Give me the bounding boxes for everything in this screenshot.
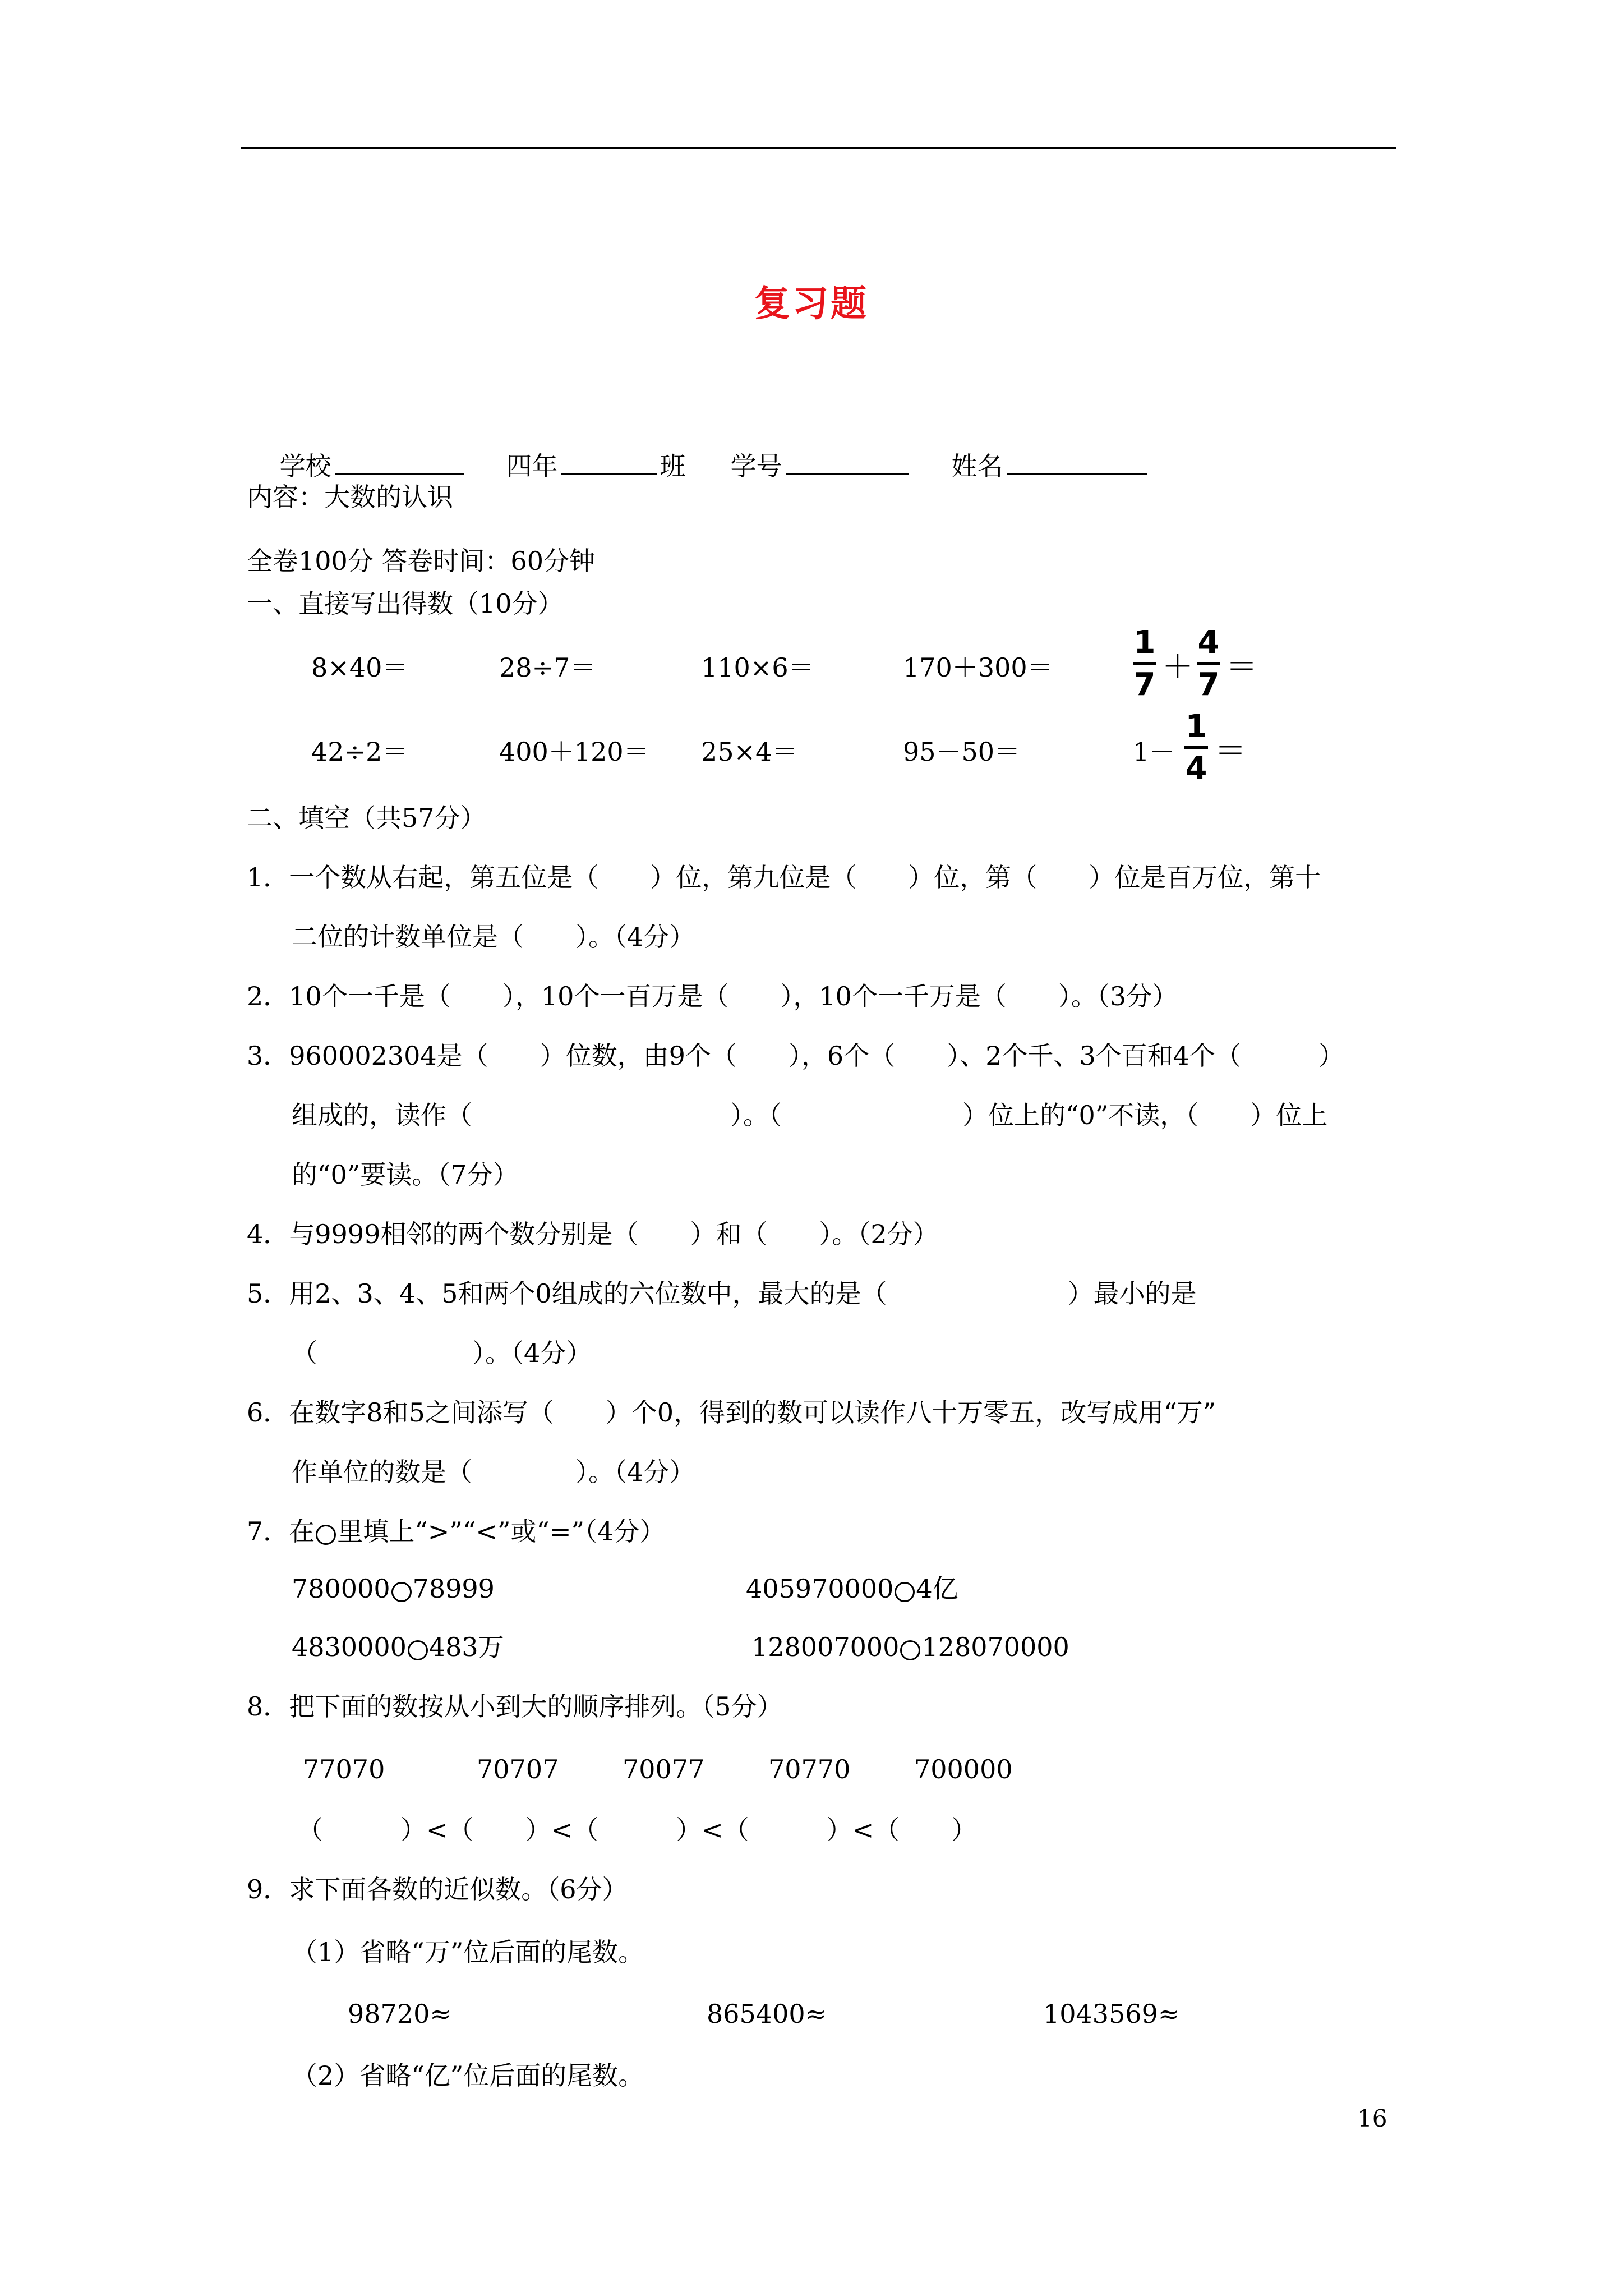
fraction-bar — [1184, 746, 1208, 749]
compare-right: 483万 — [428, 1632, 504, 1662]
section1-heading: 一、直接写出得数（10分） — [247, 588, 564, 619]
q9-sub1: （1）省略“万”位后面的尾数。 — [292, 1937, 644, 1967]
content-label: 内容：大数的认识 — [247, 482, 453, 512]
calc-item: 170＋300＝ — [903, 652, 1053, 683]
approx-item: 865400≈ — [707, 1999, 827, 2029]
class-label: 班 — [660, 451, 686, 481]
grade-field[interactable] — [561, 449, 657, 475]
compare-item — [746, 1572, 958, 1605]
q1-line2: 二位的计数单位是（ ）。（4分） — [292, 922, 695, 952]
exam-info: 全卷100分 答卷时间：60分钟 — [247, 546, 595, 576]
compare-item — [751, 1630, 1069, 1664]
approx-item: 98720≈ — [348, 1999, 451, 2029]
calc-item: 95－50＝ — [903, 737, 1021, 767]
q7-line1 — [247, 1515, 665, 1548]
equals-sign: ＝ — [1226, 649, 1257, 685]
q6-line2: 作单位的数是（ ）。（4分） — [292, 1457, 695, 1487]
name-label: 姓名 — [951, 451, 1003, 481]
q8-line1: 8．把下面的数按从小到大的顺序排列。（5分） — [247, 1691, 783, 1722]
compare-left: 780000 — [292, 1573, 390, 1604]
q2-line: 2．10个一千是（ ），10个一百万是（ ），10个一千万是（ ）。（3分） — [247, 981, 1178, 1011]
school-field[interactable] — [335, 449, 464, 475]
fraction-numerator: 1 — [1185, 708, 1207, 745]
compare-left: 4830000 — [292, 1632, 407, 1662]
order-number: 700000 — [914, 1754, 1013, 1784]
q5-line2: （ ）。（4分） — [292, 1338, 592, 1368]
calc-item: 8×40＝ — [311, 652, 408, 683]
calc-item: 28÷7＝ — [499, 652, 596, 683]
fraction-one-quarter — [1184, 708, 1208, 787]
q1-line1: 1．一个数从右起，第五位是（ ）位，第九位是（ ）位，第（ ）位是百万位，第十 — [247, 862, 1321, 892]
compare-right: 4亿 — [916, 1573, 958, 1604]
q7-prefix: 7．在 — [247, 1516, 315, 1547]
approx-item: 1043569≈ — [1043, 1999, 1180, 2029]
q4-line: 4．与9999相邻的两个数分别是（ ）和（ ）。（2分） — [247, 1219, 939, 1249]
grade-label: 四年 — [506, 451, 558, 481]
fraction-bar — [1197, 662, 1220, 665]
calc-item: 110×6＝ — [701, 652, 814, 683]
order-number: 70077 — [623, 1754, 705, 1784]
calc-item: 25×4＝ — [701, 737, 798, 767]
equals-sign: ＝ — [1215, 733, 1246, 770]
calc-item: 400＋120＝ — [499, 737, 649, 767]
compare-circle-icon[interactable] — [408, 1640, 428, 1660]
q6-line1: 6．在数字8和5之间添写（ ）个0，得到的数可以读作八十万零五，改写成用“万” — [247, 1397, 1216, 1428]
compare-left: 128007000 — [751, 1632, 900, 1662]
compare-item — [292, 1572, 495, 1605]
name-field[interactable] — [1007, 449, 1147, 475]
fraction-denominator: 4 — [1185, 751, 1207, 787]
compare-item — [292, 1630, 504, 1664]
q9-sub2: （2）省略“亿”位后面的尾数。 — [292, 2060, 644, 2091]
order-answer-blanks[interactable]: （ ）<（ ）<（ ）<（ ）<（ ） — [297, 1815, 978, 1845]
fraction-numerator: 1 — [1133, 624, 1156, 661]
q3-line1: 3．960002304是（ ）位数，由9个（ ），6个（ ）、2个千、3个百和4个（ ） — [247, 1041, 1344, 1071]
student-no-field[interactable] — [786, 449, 909, 475]
fraction-numerator: 4 — [1197, 624, 1220, 661]
compare-circle-icon — [316, 1525, 336, 1545]
q3-line3: 的“0”要读。（7分） — [292, 1159, 519, 1190]
q5-line1: 5．用2、3、4、5和两个0组成的六位数中，最大的是（ ）最小的是 — [247, 1278, 1197, 1309]
compare-circle-icon[interactable] — [391, 1582, 412, 1602]
order-number: 70707 — [477, 1754, 559, 1784]
q3-line2: 组成的，读作（ ）。（ ）位上的“0”不读，（ ）位上 — [292, 1100, 1328, 1130]
compare-right: 78999 — [412, 1573, 495, 1604]
order-number: 77070 — [303, 1754, 385, 1784]
plus-sign: ＋ — [1162, 649, 1193, 685]
fraction-four-sevenths — [1197, 624, 1220, 703]
fraction-one-seventh — [1133, 624, 1156, 703]
order-number: 70770 — [768, 1754, 851, 1784]
compare-circle-icon[interactable] — [895, 1582, 915, 1602]
section2-heading: 二、填空（共57分） — [247, 803, 486, 833]
page-title: 复习题 — [754, 283, 869, 325]
school-label: 学校 — [279, 451, 331, 481]
student-no-label: 学号 — [730, 451, 782, 481]
q7-suffix: 里填上“>”“<”或“=”（4分） — [337, 1516, 666, 1547]
compare-left: 405970000 — [746, 1573, 894, 1604]
fraction-denominator: 7 — [1133, 666, 1156, 703]
compare-right: 128070000 — [921, 1632, 1069, 1662]
page-number: 16 — [1357, 2105, 1387, 2132]
fraction-bar — [1133, 662, 1156, 665]
q9-line1: 9．求下面各数的近似数。（6分） — [247, 1874, 628, 1904]
one-minus: 1－ — [1133, 737, 1175, 767]
compare-circle-icon[interactable] — [900, 1640, 920, 1660]
header-rule — [241, 147, 1396, 149]
fraction-denominator: 7 — [1197, 666, 1220, 703]
calc-item: 42÷2＝ — [311, 737, 408, 767]
